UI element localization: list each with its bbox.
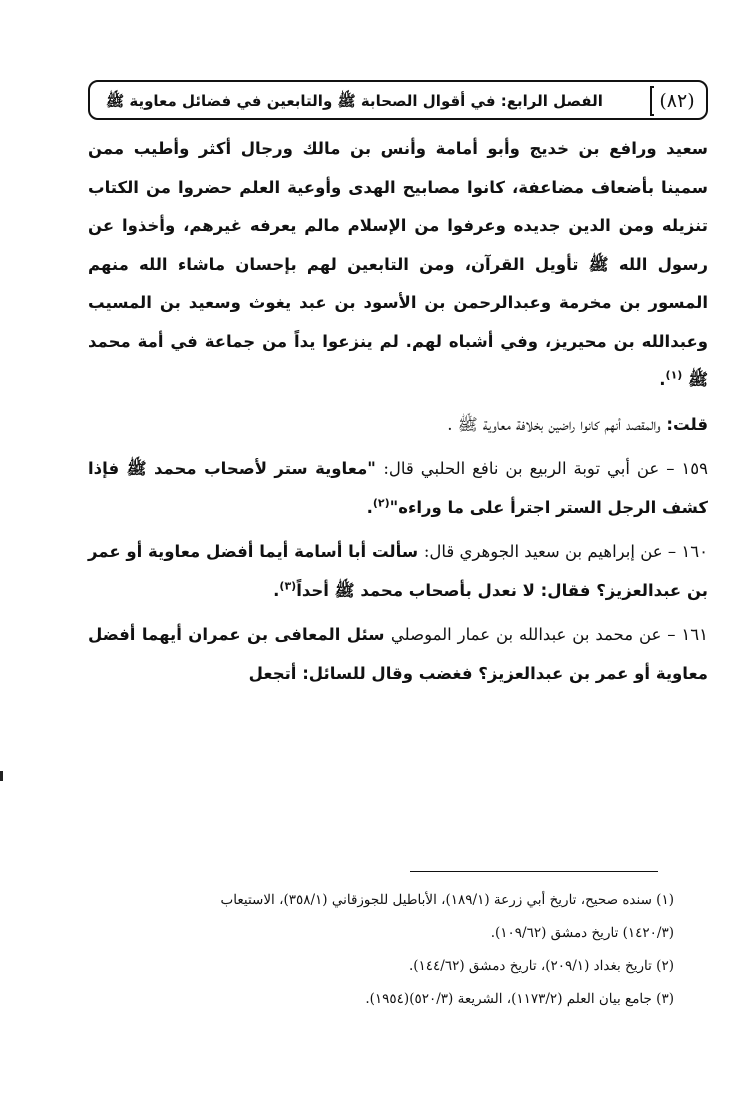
period: . <box>366 497 373 517</box>
text-line: سمينا بأضعاف مضاعفة، كانوا مصابيح الهدى وأوعية العلم حضروا من <box>145 177 708 197</box>
footnote-1: (١) سنده صحيح، تاريخ أبي زرعة (١٨٩/١)، الأباطيل للجوزقاني (٣٥٨/١)، الاستيعاب <box>220 892 674 908</box>
report-161 <box>88 616 708 693</box>
footnote-ref-3: (٣) <box>279 579 297 592</box>
footnote-ref-1: (١) <box>665 368 683 382</box>
report-160-intro: ١٦٠ – عن إبراهيم بن سعيد الجوهري قال: <box>423 542 708 561</box>
report-161-intro: ١٦١ – عن محمد بن عبدالله بن عمار الموصلي <box>390 625 708 644</box>
text-line: محمد ﷺ <box>88 331 708 389</box>
text-line: الله منهم المسور بن مخرمة وعبدالرحمن بن الأسود بن عبد يغوث وسعيد بن <box>88 254 708 312</box>
qult-label: قلت: <box>666 414 708 434</box>
report-160-text-b: معاوية أو عمر بن عبدالعزيز؟ فقال: لا نعدل بأصحاب محمد ﷺ أحداً <box>88 542 708 600</box>
main-text <box>88 130 708 693</box>
footnote-2: (٢) تاريخ بغداد (٢٠٩/١)، تاريخ دمشق (١٤٤/٦٢). <box>408 958 674 974</box>
footnote-1-continued: (١٤٢٠/٣) تاريخ دمشق (١٠٩/٦٢). <box>490 925 674 941</box>
report-160-text-a: سألت أبا أسامة أيما أفضل <box>206 542 419 561</box>
report-159-quote-b: محمد ﷺ فإذا كشف الرجل الستر اجترأ على ما وراءه" <box>88 459 708 517</box>
period: . <box>273 580 280 600</box>
qult-text: والمقصد أنهم كانوا راضين بخلافة معاوية ﷺ . <box>447 414 661 434</box>
footnote-ref-2: (٢) <box>372 496 390 509</box>
report-159-intro: ١٥٩ – عن أبي توبة الربيع بن نافع الحلبي قال: <box>383 459 708 478</box>
paragraph-qult <box>88 406 708 445</box>
period: . <box>659 370 666 389</box>
report-161-text-a: سئل المعافى بن عمران <box>188 625 385 644</box>
paragraph-companions <box>88 130 708 400</box>
report-159 <box>88 450 708 527</box>
text-line: الكتاب تنزيله ومن الدين جديده وعرفوا من الإسلام مالم يعرفه غيرهم، <box>88 177 708 235</box>
text-line: وأخذوا عن رسول الله ﷺ تأويل القرآن، ومن التابعين لهم بإحسان ماشاء <box>88 216 709 274</box>
footnotes <box>78 884 674 1016</box>
running-header <box>88 80 708 120</box>
footnote-3: (٣) جامع بيان العلم (١١٧٣/٢)، الشريعة (٥٢٠/٣)(١٩٥٤). <box>365 991 674 1007</box>
chapter-title: الفصل الرابع: في أقوال الصحابة ﷺ والتابعين في فضائل معاوية ﷺ <box>106 92 603 110</box>
text-line: المسيب وعبدالله بن محيريز، وفي أشباه لهم. لم ينزعوا يداً من جماعة في أمة <box>88 293 708 351</box>
text-line: سعيد ورافع بن خديج وأبو أمامة وأنس بن مالك ورجال أكثر وأطيب ممن <box>88 139 708 158</box>
page-number-bracket <box>650 86 654 116</box>
report-159-quote-a: "معاوية ستر لأصحاب <box>204 459 376 478</box>
report-161-text-b: أيهما أفضل معاوية أو عمر بن عبدالعزيز؟ فغضب وقال للسائل: أتجعل <box>88 625 708 683</box>
scan-edge-mark <box>0 771 3 781</box>
footnote-divider <box>410 871 658 872</box>
page-number: (٨٢) <box>659 90 695 112</box>
report-160 <box>88 533 708 610</box>
